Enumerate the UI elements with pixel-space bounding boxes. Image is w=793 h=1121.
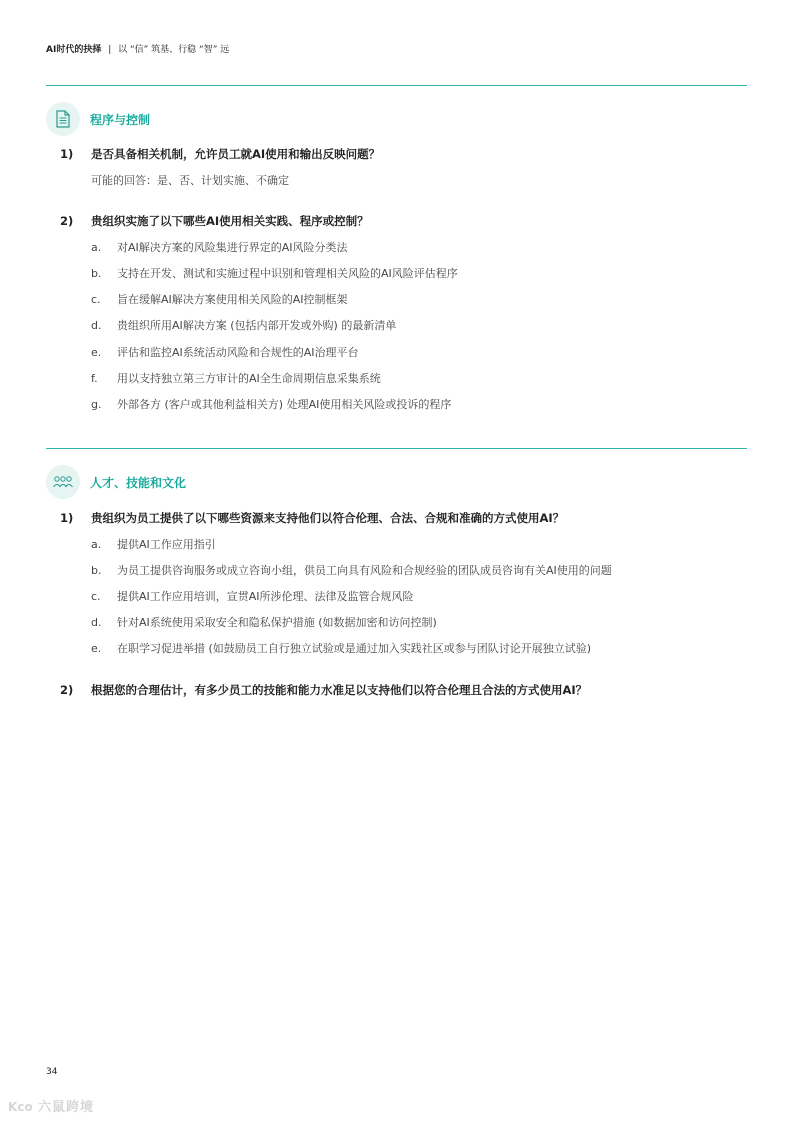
option-item xyxy=(91,640,591,656)
section-divider xyxy=(46,85,747,86)
watermark xyxy=(8,1096,94,1115)
header-subtitle: 以 “信” 筑基、行稳 “智” 远 xyxy=(118,45,230,55)
header-title: AI时代的抉择 xyxy=(46,45,102,55)
option-item xyxy=(91,239,348,255)
option-item xyxy=(91,265,458,281)
watermark-logo-icon xyxy=(8,1098,34,1114)
answer-options: 可能的回答：是、否、计划实施、不确定 xyxy=(91,174,289,187)
question-item xyxy=(60,213,369,229)
section-header-talent xyxy=(46,465,186,499)
option-text: 在职学习促进举措 (如鼓励员工自行独立试验或是通过加入实践社区或参与团队讨论开展独立试验) xyxy=(117,642,592,655)
question-number: 2) xyxy=(60,683,74,697)
option-letter: e. xyxy=(91,346,102,359)
option-text: 为员工提供咨询服务或成立咨询小组，供员工向具有风险和合规经验的团队成员咨询有关AI使用的问题 xyxy=(117,564,612,577)
option-letter: c. xyxy=(91,590,101,603)
option-letter: g. xyxy=(91,398,102,411)
option-text: 提供AI工作应用培训，宣贯AI所涉伦理、法律及监管合规风险 xyxy=(117,590,414,603)
question-item xyxy=(60,510,564,526)
question-text: 是否具备相关机制，允许员工就AI使用和输出反映问题？ xyxy=(91,147,381,161)
question-item xyxy=(60,146,380,162)
option-item xyxy=(91,291,348,307)
question-number: 1) xyxy=(60,147,74,161)
option-item xyxy=(91,562,612,578)
section-divider xyxy=(46,448,747,449)
question-number: 1) xyxy=(60,511,74,525)
option-text: 用以支持独立第三方审计的AI全生命周期信息采集系统 xyxy=(117,372,381,385)
option-item xyxy=(91,396,451,412)
question-text: 根据您的合理估计，有多少员工的技能和能力水准足以支持他们以符合伦理且合法的方式使用AI？ xyxy=(91,683,588,697)
option-text: 针对AI系统使用采取安全和隐私保护措施 (如数据加密和访问控制) xyxy=(117,616,437,629)
header-separator: | xyxy=(108,45,112,55)
option-item xyxy=(91,317,396,333)
option-text: 评估和监控AI系统活动风险和合规性的AI治理平台 xyxy=(117,346,359,359)
question-text: 贵组织为员工提供了以下哪些资源来支持他们以符合伦理、合法、合规和准确的方式使用AI？ xyxy=(91,511,565,525)
people-icon xyxy=(46,465,80,499)
option-item xyxy=(91,344,359,360)
option-letter: f. xyxy=(91,372,98,385)
option-item xyxy=(91,536,216,552)
option-letter: c. xyxy=(91,293,101,306)
option-letter: d. xyxy=(91,319,102,332)
option-letter: a. xyxy=(91,538,102,551)
option-text: 贵组织所用AI解决方案 (包括内部开发或外购) 的最新清单 xyxy=(117,319,397,332)
option-item xyxy=(91,370,381,386)
question-text: 贵组织实施了以下哪些AI使用相关实践、程序或控制？ xyxy=(91,214,369,228)
option-text: 支持在开发、测试和实施过程中识别和管理相关风险的AI风险评估程序 xyxy=(117,267,458,280)
option-item xyxy=(91,614,437,630)
option-letter: b. xyxy=(91,267,102,280)
option-letter: e. xyxy=(91,642,102,655)
option-letter: a. xyxy=(91,241,102,254)
document-icon xyxy=(46,102,80,136)
svg-text:Kco: Kco xyxy=(8,1099,33,1114)
section-title: 人才、技能和文化 xyxy=(90,475,187,490)
section-title: 程序与控制 xyxy=(90,112,151,127)
option-text: 旨在缓解AI解决方案使用相关风险的AI控制框架 xyxy=(117,293,348,306)
option-text: 外部各方 (客户或其他利益相关方) 处理AI使用相关风险或投诉的程序 xyxy=(117,398,452,411)
option-letter: d. xyxy=(91,616,102,629)
option-text: 提供AI工作应用指引 xyxy=(117,538,216,551)
question-number: 2) xyxy=(60,214,74,228)
option-letter: b. xyxy=(91,564,102,577)
running-header xyxy=(46,42,229,55)
section-header-procedures xyxy=(46,102,150,136)
watermark-text: 六鼠跨境 xyxy=(38,1100,95,1115)
question-item xyxy=(60,682,587,698)
option-item xyxy=(91,588,414,604)
option-text: 对AI解决方案的风险集进行界定的AI风险分类法 xyxy=(117,241,348,254)
page-number: 34 xyxy=(46,1067,58,1077)
